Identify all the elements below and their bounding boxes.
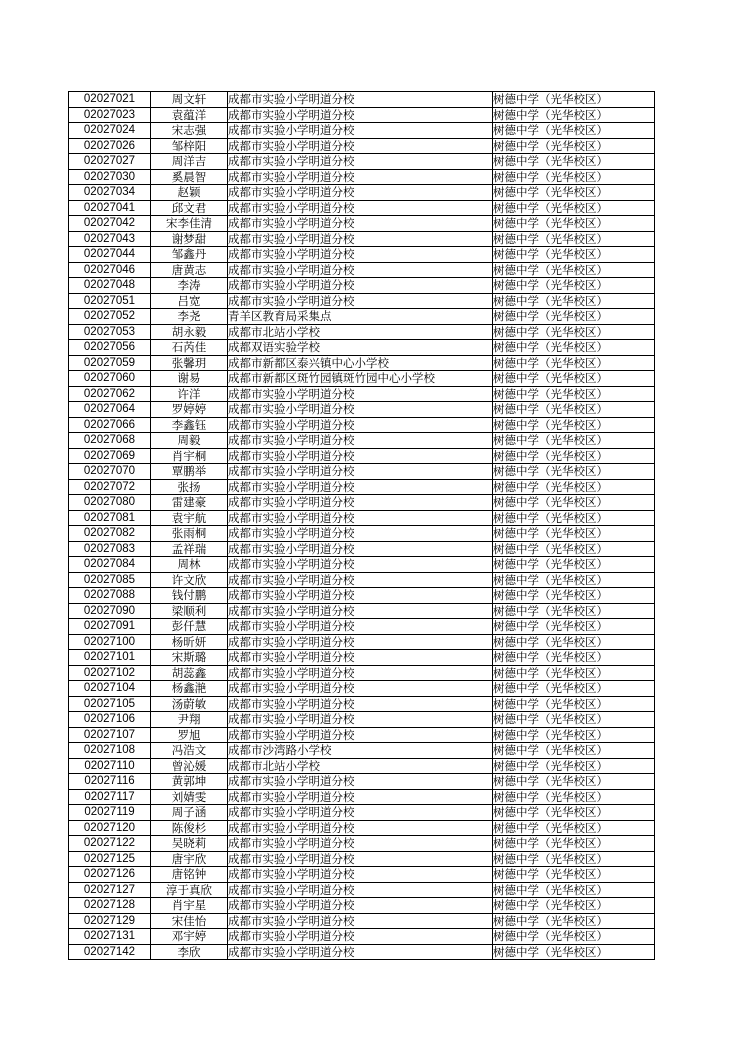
student-name-cell: 曾沁媛: [151, 758, 228, 774]
primary-school-cell: 成都市实验小学明道分校: [228, 650, 493, 666]
admitted-school-cell: 树德中学（光华校区）: [493, 169, 655, 185]
student-name-cell: 宋志强: [151, 123, 228, 139]
student-id-cell: 02027051: [69, 293, 151, 309]
admitted-school-cell: 树德中学（光华校区）: [493, 743, 655, 759]
student-id-cell: 02027080: [69, 495, 151, 511]
student-id-cell: 02027117: [69, 789, 151, 805]
student-id-cell: 02027026: [69, 138, 151, 154]
student-name-cell: 冯浩文: [151, 743, 228, 759]
student-name-cell: 谢梦甜: [151, 231, 228, 247]
student-name-cell: 唐黄志: [151, 262, 228, 278]
student-id-cell: 02027125: [69, 851, 151, 867]
primary-school-cell: 成都市实验小学明道分校: [228, 789, 493, 805]
primary-school-cell: 成都市实验小学明道分校: [228, 572, 493, 588]
student-id-cell: 02027024: [69, 123, 151, 139]
primary-school-cell: 成都市实验小学明道分校: [228, 867, 493, 883]
table-row: [69, 479, 655, 495]
admitted-school-cell: 树德中学（光华校区）: [493, 758, 655, 774]
primary-school-cell: 成都市实验小学明道分校: [228, 448, 493, 464]
student-id-cell: 02027042: [69, 216, 151, 232]
admitted-school-cell: 树德中学（光华校区）: [493, 309, 655, 325]
student-name-cell: 袁宇航: [151, 510, 228, 526]
primary-school-cell: 成都市实验小学明道分校: [228, 278, 493, 294]
student-name-cell: 杨昕妍: [151, 634, 228, 650]
table-row: [69, 929, 655, 945]
admitted-school-cell: 树德中学（光华校区）: [493, 448, 655, 464]
table-row: [69, 867, 655, 883]
student-id-cell: 02027122: [69, 836, 151, 852]
primary-school-cell: 成都市实验小学明道分校: [228, 603, 493, 619]
primary-school-cell: 成都市实验小学明道分校: [228, 495, 493, 511]
primary-school-cell: 成都市实验小学明道分校: [228, 433, 493, 449]
primary-school-cell: 成都市实验小学明道分校: [228, 805, 493, 821]
student-id-cell: 02027059: [69, 355, 151, 371]
admitted-school-cell: 树德中学（光华校区）: [493, 107, 655, 123]
student-name-cell: 肖宇桐: [151, 448, 228, 464]
student-name-cell: 胡蕊鑫: [151, 665, 228, 681]
primary-school-cell: 成都市实验小学明道分校: [228, 851, 493, 867]
primary-school-cell: 成都市实验小学明道分校: [228, 882, 493, 898]
primary-school-cell: 成都市实验小学明道分校: [228, 123, 493, 139]
admitted-school-cell: 树德中学（光华校区）: [493, 355, 655, 371]
admitted-school-cell: 树德中学（光华校区）: [493, 634, 655, 650]
table-row: [69, 541, 655, 557]
admitted-school-cell: 树德中学（光华校区）: [493, 340, 655, 356]
student-name-cell: 邹梓阳: [151, 138, 228, 154]
table-row: [69, 588, 655, 604]
table-row: [69, 433, 655, 449]
primary-school-cell: 成都市实验小学明道分校: [228, 402, 493, 418]
student-id-cell: 02027056: [69, 340, 151, 356]
student-name-cell: 李鑫钰: [151, 417, 228, 433]
student-name-cell: 罗旭: [151, 727, 228, 743]
student-id-cell: 02027108: [69, 743, 151, 759]
student-id-cell: 02027041: [69, 200, 151, 216]
student-name-cell: 张扬: [151, 479, 228, 495]
primary-school-cell: 成都市实验小学明道分校: [228, 665, 493, 681]
table-row: [69, 603, 655, 619]
primary-school-cell: 成都市实验小学明道分校: [228, 820, 493, 836]
table-row: [69, 417, 655, 433]
admitted-school-cell: 树德中学（光华校区）: [493, 836, 655, 852]
admitted-school-cell: 树德中学（光华校区）: [493, 944, 655, 960]
student-name-cell: 覃鹏举: [151, 464, 228, 480]
table-row: [69, 340, 655, 356]
student-id-cell: 02027060: [69, 371, 151, 387]
admitted-school-cell: 树德中学（光华校区）: [493, 603, 655, 619]
student-id-cell: 02027106: [69, 712, 151, 728]
table-row: [69, 619, 655, 635]
student-id-cell: 02027043: [69, 231, 151, 247]
admitted-school-cell: 树德中学（光华校区）: [493, 231, 655, 247]
primary-school-cell: 成都市实验小学明道分校: [228, 727, 493, 743]
table-row: [69, 216, 655, 232]
admitted-school-cell: 树德中学（光华校区）: [493, 665, 655, 681]
student-id-cell: 02027131: [69, 929, 151, 945]
student-id-cell: 02027129: [69, 913, 151, 929]
admitted-school-cell: 树德中学（光华校区）: [493, 572, 655, 588]
table-row: [69, 247, 655, 263]
primary-school-cell: 成都市实验小学明道分校: [228, 696, 493, 712]
primary-school-cell: 成都市实验小学明道分校: [228, 154, 493, 170]
student-name-cell: 孟祥瑞: [151, 541, 228, 557]
primary-school-cell: 成都市实验小学明道分校: [228, 944, 493, 960]
table-row: [69, 386, 655, 402]
student-name-cell: 胡永毅: [151, 324, 228, 340]
student-name-cell: 宋斯璐: [151, 650, 228, 666]
student-id-cell: 02027082: [69, 526, 151, 542]
admitted-school-cell: 树德中学（光华校区）: [493, 433, 655, 449]
table-row: [69, 526, 655, 542]
table-row: [69, 836, 655, 852]
primary-school-cell: 成都市实验小学明道分校: [228, 913, 493, 929]
table-row: [69, 495, 655, 511]
student-admission-table: [68, 91, 655, 960]
primary-school-cell: 成都市实验小学明道分校: [228, 541, 493, 557]
primary-school-cell: 成都市实验小学明道分校: [228, 200, 493, 216]
primary-school-cell: 成都市沙湾路小学校: [228, 743, 493, 759]
student-id-cell: 02027070: [69, 464, 151, 480]
admitted-school-cell: 树德中学（光华校区）: [493, 650, 655, 666]
admitted-school-cell: 树德中学（光华校区）: [493, 138, 655, 154]
student-name-cell: 赵颖: [151, 185, 228, 201]
student-id-cell: 02027081: [69, 510, 151, 526]
primary-school-cell: 成都市实验小学明道分校: [228, 526, 493, 542]
admitted-school-cell: 树德中学（光华校区）: [493, 805, 655, 821]
student-name-cell: 石芮佳: [151, 340, 228, 356]
primary-school-cell: 成都市实验小学明道分校: [228, 464, 493, 480]
student-name-cell: 陈俊杉: [151, 820, 228, 836]
student-name-cell: 奚晨智: [151, 169, 228, 185]
student-name-cell: 雷建豪: [151, 495, 228, 511]
admitted-school-cell: 树德中学（光华校区）: [493, 123, 655, 139]
table-row: [69, 650, 655, 666]
table-row: [69, 851, 655, 867]
student-id-cell: 02027064: [69, 402, 151, 418]
admitted-school-cell: 树德中学（光华校区）: [493, 541, 655, 557]
admitted-school-cell: 树德中学（光华校区）: [493, 293, 655, 309]
admitted-school-cell: 树德中学（光华校区）: [493, 898, 655, 914]
student-name-cell: 许洋: [151, 386, 228, 402]
primary-school-cell: 成都双语实验学校: [228, 340, 493, 356]
student-name-cell: 邱文君: [151, 200, 228, 216]
student-name-cell: 汤蔚敏: [151, 696, 228, 712]
primary-school-cell: 成都市实验小学明道分校: [228, 293, 493, 309]
student-name-cell: 淳于真欣: [151, 882, 228, 898]
table-row: [69, 231, 655, 247]
student-id-cell: 02027116: [69, 774, 151, 790]
primary-school-cell: 成都市实验小学明道分校: [228, 216, 493, 232]
table-row: [69, 107, 655, 123]
primary-school-cell: 成都市实验小学明道分校: [228, 510, 493, 526]
table-row: [69, 696, 655, 712]
student-id-cell: 02027021: [69, 92, 151, 108]
student-name-cell: 张馨玥: [151, 355, 228, 371]
table-row: [69, 820, 655, 836]
student-id-cell: 02027128: [69, 898, 151, 914]
student-id-cell: 02027100: [69, 634, 151, 650]
admitted-school-cell: 树德中学（光华校区）: [493, 526, 655, 542]
student-name-cell: 钱付鹏: [151, 588, 228, 604]
student-id-cell: 02027023: [69, 107, 151, 123]
primary-school-cell: 成都市实验小学明道分校: [228, 557, 493, 573]
student-id-cell: 02027127: [69, 882, 151, 898]
table-row: [69, 355, 655, 371]
student-name-cell: 尹翔: [151, 712, 228, 728]
primary-school-cell: 成都市实验小学明道分校: [228, 231, 493, 247]
primary-school-cell: 成都市实验小学明道分校: [228, 619, 493, 635]
table-row: [69, 712, 655, 728]
primary-school-cell: 成都市实验小学明道分校: [228, 681, 493, 697]
student-name-cell: 彭仟慧: [151, 619, 228, 635]
table-row: [69, 681, 655, 697]
student-id-cell: 02027090: [69, 603, 151, 619]
admitted-school-cell: 树德中学（光华校区）: [493, 913, 655, 929]
student-id-cell: 02027120: [69, 820, 151, 836]
primary-school-cell: 成都市北站小学校: [228, 758, 493, 774]
primary-school-cell: 成都市实验小学明道分校: [228, 169, 493, 185]
table-body: [69, 92, 655, 960]
primary-school-cell: 成都市实验小学明道分校: [228, 247, 493, 263]
student-id-cell: 02027030: [69, 169, 151, 185]
table-row: [69, 913, 655, 929]
student-name-cell: 袁蕴洋: [151, 107, 228, 123]
student-id-cell: 02027053: [69, 324, 151, 340]
primary-school-cell: 成都市实验小学明道分校: [228, 836, 493, 852]
student-id-cell: 02027126: [69, 867, 151, 883]
student-name-cell: 梁顺利: [151, 603, 228, 619]
table-row: [69, 169, 655, 185]
table-row: [69, 789, 655, 805]
student-name-cell: 罗婷婷: [151, 402, 228, 418]
admitted-school-cell: 树德中学（光华校区）: [493, 247, 655, 263]
admitted-school-cell: 树德中学（光华校区）: [493, 557, 655, 573]
admitted-school-cell: 树德中学（光华校区）: [493, 510, 655, 526]
primary-school-cell: 成都市新都区斑竹园镇斑竹园中心小学校: [228, 371, 493, 387]
table-row: [69, 805, 655, 821]
table-row: [69, 743, 655, 759]
student-name-cell: 邓宇婷: [151, 929, 228, 945]
table-row: [69, 774, 655, 790]
primary-school-cell: 成都市实验小学明道分校: [228, 386, 493, 402]
student-name-cell: 李尧: [151, 309, 228, 325]
primary-school-cell: 成都市实验小学明道分校: [228, 185, 493, 201]
table-row: [69, 92, 655, 108]
admitted-school-cell: 树德中学（光华校区）: [493, 588, 655, 604]
primary-school-cell: 成都市实验小学明道分校: [228, 479, 493, 495]
student-id-cell: 02027027: [69, 154, 151, 170]
primary-school-cell: 成都市实验小学明道分校: [228, 138, 493, 154]
student-name-cell: 杨鑫滟: [151, 681, 228, 697]
student-id-cell: 02027088: [69, 588, 151, 604]
primary-school-cell: 成都市实验小学明道分校: [228, 262, 493, 278]
table-row: [69, 634, 655, 650]
student-name-cell: 李欣: [151, 944, 228, 960]
primary-school-cell: 成都市实验小学明道分校: [228, 712, 493, 728]
student-id-cell: 02027048: [69, 278, 151, 294]
admitted-school-cell: 树德中学（光华校区）: [493, 774, 655, 790]
primary-school-cell: 成都市实验小学明道分校: [228, 588, 493, 604]
primary-school-cell: 成都市实验小学明道分校: [228, 92, 493, 108]
student-id-cell: 02027107: [69, 727, 151, 743]
admitted-school-cell: 树德中学（光华校区）: [493, 696, 655, 712]
admitted-school-cell: 树德中学（光华校区）: [493, 216, 655, 232]
admitted-school-cell: 树德中学（光华校区）: [493, 479, 655, 495]
student-id-cell: 02027044: [69, 247, 151, 263]
admitted-school-cell: 树德中学（光华校区）: [493, 417, 655, 433]
admitted-school-cell: 树德中学（光华校区）: [493, 882, 655, 898]
student-name-cell: 肖宇星: [151, 898, 228, 914]
student-name-cell: 李涛: [151, 278, 228, 294]
student-id-cell: 02027062: [69, 386, 151, 402]
table-row: [69, 727, 655, 743]
student-id-cell: 02027068: [69, 433, 151, 449]
admitted-school-cell: 树德中学（光华校区）: [493, 200, 655, 216]
table-row: [69, 944, 655, 960]
table-row: [69, 309, 655, 325]
admitted-school-cell: 树德中学（光华校区）: [493, 712, 655, 728]
table-row: [69, 371, 655, 387]
student-id-cell: 02027084: [69, 557, 151, 573]
student-name-cell: 吴晓莉: [151, 836, 228, 852]
primary-school-cell: 成都市实验小学明道分校: [228, 929, 493, 945]
admitted-school-cell: 树德中学（光华校区）: [493, 402, 655, 418]
table-row: [69, 138, 655, 154]
student-id-cell: 02027066: [69, 417, 151, 433]
student-id-cell: 02027091: [69, 619, 151, 635]
primary-school-cell: 青羊区教育局采集点: [228, 309, 493, 325]
admitted-school-cell: 树德中学（光华校区）: [493, 464, 655, 480]
student-name-cell: 周毅: [151, 433, 228, 449]
table-row: [69, 448, 655, 464]
student-id-cell: 02027142: [69, 944, 151, 960]
student-name-cell: 周子涵: [151, 805, 228, 821]
admitted-school-cell: 树德中学（光华校区）: [493, 867, 655, 883]
primary-school-cell: 成都市新都区泰兴镇中心小学校: [228, 355, 493, 371]
student-id-cell: 02027034: [69, 185, 151, 201]
admitted-school-cell: 树德中学（光华校区）: [493, 929, 655, 945]
admitted-school-cell: 树德中学（光华校区）: [493, 371, 655, 387]
student-name-cell: 许文欣: [151, 572, 228, 588]
table-row: [69, 572, 655, 588]
primary-school-cell: 成都市实验小学明道分校: [228, 898, 493, 914]
admitted-school-cell: 树德中学（光华校区）: [493, 681, 655, 697]
table-row: [69, 758, 655, 774]
student-id-cell: 02027083: [69, 541, 151, 557]
student-id-cell: 02027110: [69, 758, 151, 774]
admitted-school-cell: 树德中学（光华校区）: [493, 185, 655, 201]
admitted-school-cell: 树德中学（光华校区）: [493, 386, 655, 402]
student-id-cell: 02027072: [69, 479, 151, 495]
student-name-cell: 张雨桐: [151, 526, 228, 542]
primary-school-cell: 成都市实验小学明道分校: [228, 417, 493, 433]
student-id-cell: 02027052: [69, 309, 151, 325]
table-row: [69, 278, 655, 294]
student-name-cell: 周洋吉: [151, 154, 228, 170]
admitted-school-cell: 树德中学（光华校区）: [493, 495, 655, 511]
primary-school-cell: 成都市实验小学明道分校: [228, 634, 493, 650]
student-name-cell: 周文轩: [151, 92, 228, 108]
student-id-cell: 02027101: [69, 650, 151, 666]
admitted-school-cell: 树德中学（光华校区）: [493, 92, 655, 108]
student-name-cell: 刘婧雯: [151, 789, 228, 805]
table-row: [69, 324, 655, 340]
student-name-cell: 邹鑫丹: [151, 247, 228, 263]
admitted-school-cell: 树德中学（光华校区）: [493, 278, 655, 294]
admitted-school-cell: 树德中学（光华校区）: [493, 619, 655, 635]
student-name-cell: 黄郭坤: [151, 774, 228, 790]
admitted-school-cell: 树德中学（光华校区）: [493, 262, 655, 278]
student-name-cell: 唐铭钟: [151, 867, 228, 883]
table-row: [69, 557, 655, 573]
admitted-school-cell: 树德中学（光华校区）: [493, 789, 655, 805]
admitted-school-cell: 树德中学（光华校区）: [493, 324, 655, 340]
student-id-cell: 02027069: [69, 448, 151, 464]
student-name-cell: 周林: [151, 557, 228, 573]
student-id-cell: 02027085: [69, 572, 151, 588]
student-id-cell: 02027104: [69, 681, 151, 697]
student-name-cell: 谢易: [151, 371, 228, 387]
table-row: [69, 464, 655, 480]
admitted-school-cell: 树德中学（光华校区）: [493, 727, 655, 743]
table-row: [69, 402, 655, 418]
table-row: [69, 185, 655, 201]
student-name-cell: 宋李佳清: [151, 216, 228, 232]
student-name-cell: 宋佳怡: [151, 913, 228, 929]
admitted-school-cell: 树德中学（光华校区）: [493, 851, 655, 867]
student-name-cell: 唐宇欣: [151, 851, 228, 867]
student-id-cell: 02027102: [69, 665, 151, 681]
primary-school-cell: 成都市北站小学校: [228, 324, 493, 340]
table-row: [69, 200, 655, 216]
student-id-cell: 02027105: [69, 696, 151, 712]
table-row: [69, 898, 655, 914]
admitted-school-cell: 树德中学（光华校区）: [493, 820, 655, 836]
student-id-cell: 02027119: [69, 805, 151, 821]
primary-school-cell: 成都市实验小学明道分校: [228, 774, 493, 790]
table-row: [69, 262, 655, 278]
table-row: [69, 882, 655, 898]
table-row: [69, 665, 655, 681]
table-row: [69, 154, 655, 170]
table-row: [69, 123, 655, 139]
table-row: [69, 510, 655, 526]
student-id-cell: 02027046: [69, 262, 151, 278]
table-row: [69, 293, 655, 309]
student-name-cell: 吕宽: [151, 293, 228, 309]
admitted-school-cell: 树德中学（光华校区）: [493, 154, 655, 170]
primary-school-cell: 成都市实验小学明道分校: [228, 107, 493, 123]
